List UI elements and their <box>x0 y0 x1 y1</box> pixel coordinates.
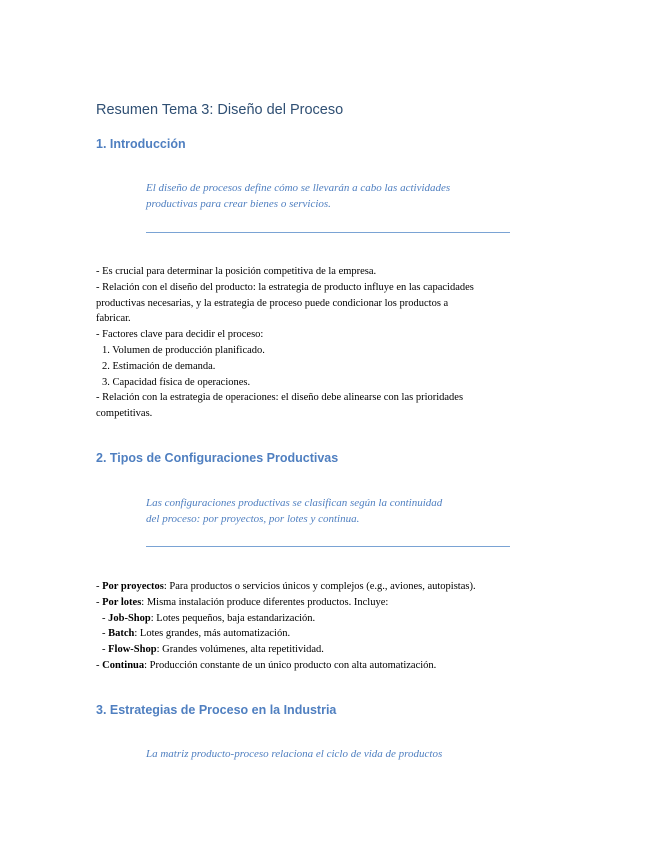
quote-line: Las configuraciones productivas se clasifican según la continuidad <box>146 497 443 509</box>
numbered-item: 2. Estimación de demanda. <box>102 360 216 372</box>
quote-line: del proceso: por proyectos, por lotes y continua. <box>146 513 360 525</box>
config-body <box>96 579 566 674</box>
item-label: Flow-Shop <box>108 644 157 656</box>
numbered-item: 3. Capacidad física de operaciones. <box>102 376 251 388</box>
config-quote <box>146 495 516 527</box>
body-line: - Relación con la estrategia de operaciones: el diseño debe alinearse con las prioridades <box>96 392 464 404</box>
item-label: Batch <box>108 628 135 640</box>
list-item: - Flow-Shop: Grandes volúmenes, alta repetitividad. <box>102 644 324 656</box>
quote-line: El diseño de procesos define cómo se llevarán a cabo las actividades <box>146 182 451 194</box>
body-line: productivas necesarias, y la estrategia de proceso puede condicionar los productos a <box>96 297 449 309</box>
body-line: competitivas. <box>96 408 153 420</box>
body-line: - Relación con el diseño del producto: la estrategia de producto influye en las capacidades <box>96 281 474 293</box>
quote-line: La matriz producto-proceso relaciona el ciclo de vida de productos <box>146 748 443 760</box>
item-label: Por proyectos <box>102 581 164 592</box>
quote-divider <box>146 546 510 547</box>
quote-line: productivas para crear bienes o servicios. <box>146 198 331 210</box>
intro-quote <box>146 180 516 212</box>
document-title: Resumen Tema 3: Diseño del Proceso <box>96 102 344 118</box>
item-label: Continua <box>102 659 145 671</box>
strategy-quote <box>146 746 516 762</box>
section-heading-estrategias: 3. Estrategias de Proceso en la Industria <box>96 703 337 717</box>
section-heading-configuraciones: 2. Tipos de Configuraciones Productivas <box>96 451 339 465</box>
item-label: Por lotes <box>102 596 142 608</box>
list-item: - Por proyectos: Para productos o servicios únicos y complejos (e.g., aviones, autopistas). <box>96 581 476 592</box>
body-line: fabricar. <box>96 313 131 325</box>
list-item: - Batch: Lotes grandes, más automatización. <box>102 628 291 640</box>
section-heading-introduccion: 1. Introducción <box>96 137 186 151</box>
intro-body <box>96 264 566 422</box>
body-line: - Es crucial para determinar la posición competitiva de la empresa. <box>96 266 377 277</box>
list-item: - Por lotes: Misma instalación produce diferentes productos. Incluye: <box>96 596 389 608</box>
list-item: - Job-Shop: Lotes pequeños, baja estandarización. <box>102 612 316 624</box>
item-label: Job-Shop <box>108 612 151 624</box>
numbered-item: 1. Volumen de producción planificado. <box>102 344 265 356</box>
quote-divider <box>146 232 510 233</box>
list-item: - Continua: Producción constante de un único producto con alta automatización. <box>96 659 437 671</box>
body-line: - Factores clave para decidir el proceso: <box>96 329 264 341</box>
